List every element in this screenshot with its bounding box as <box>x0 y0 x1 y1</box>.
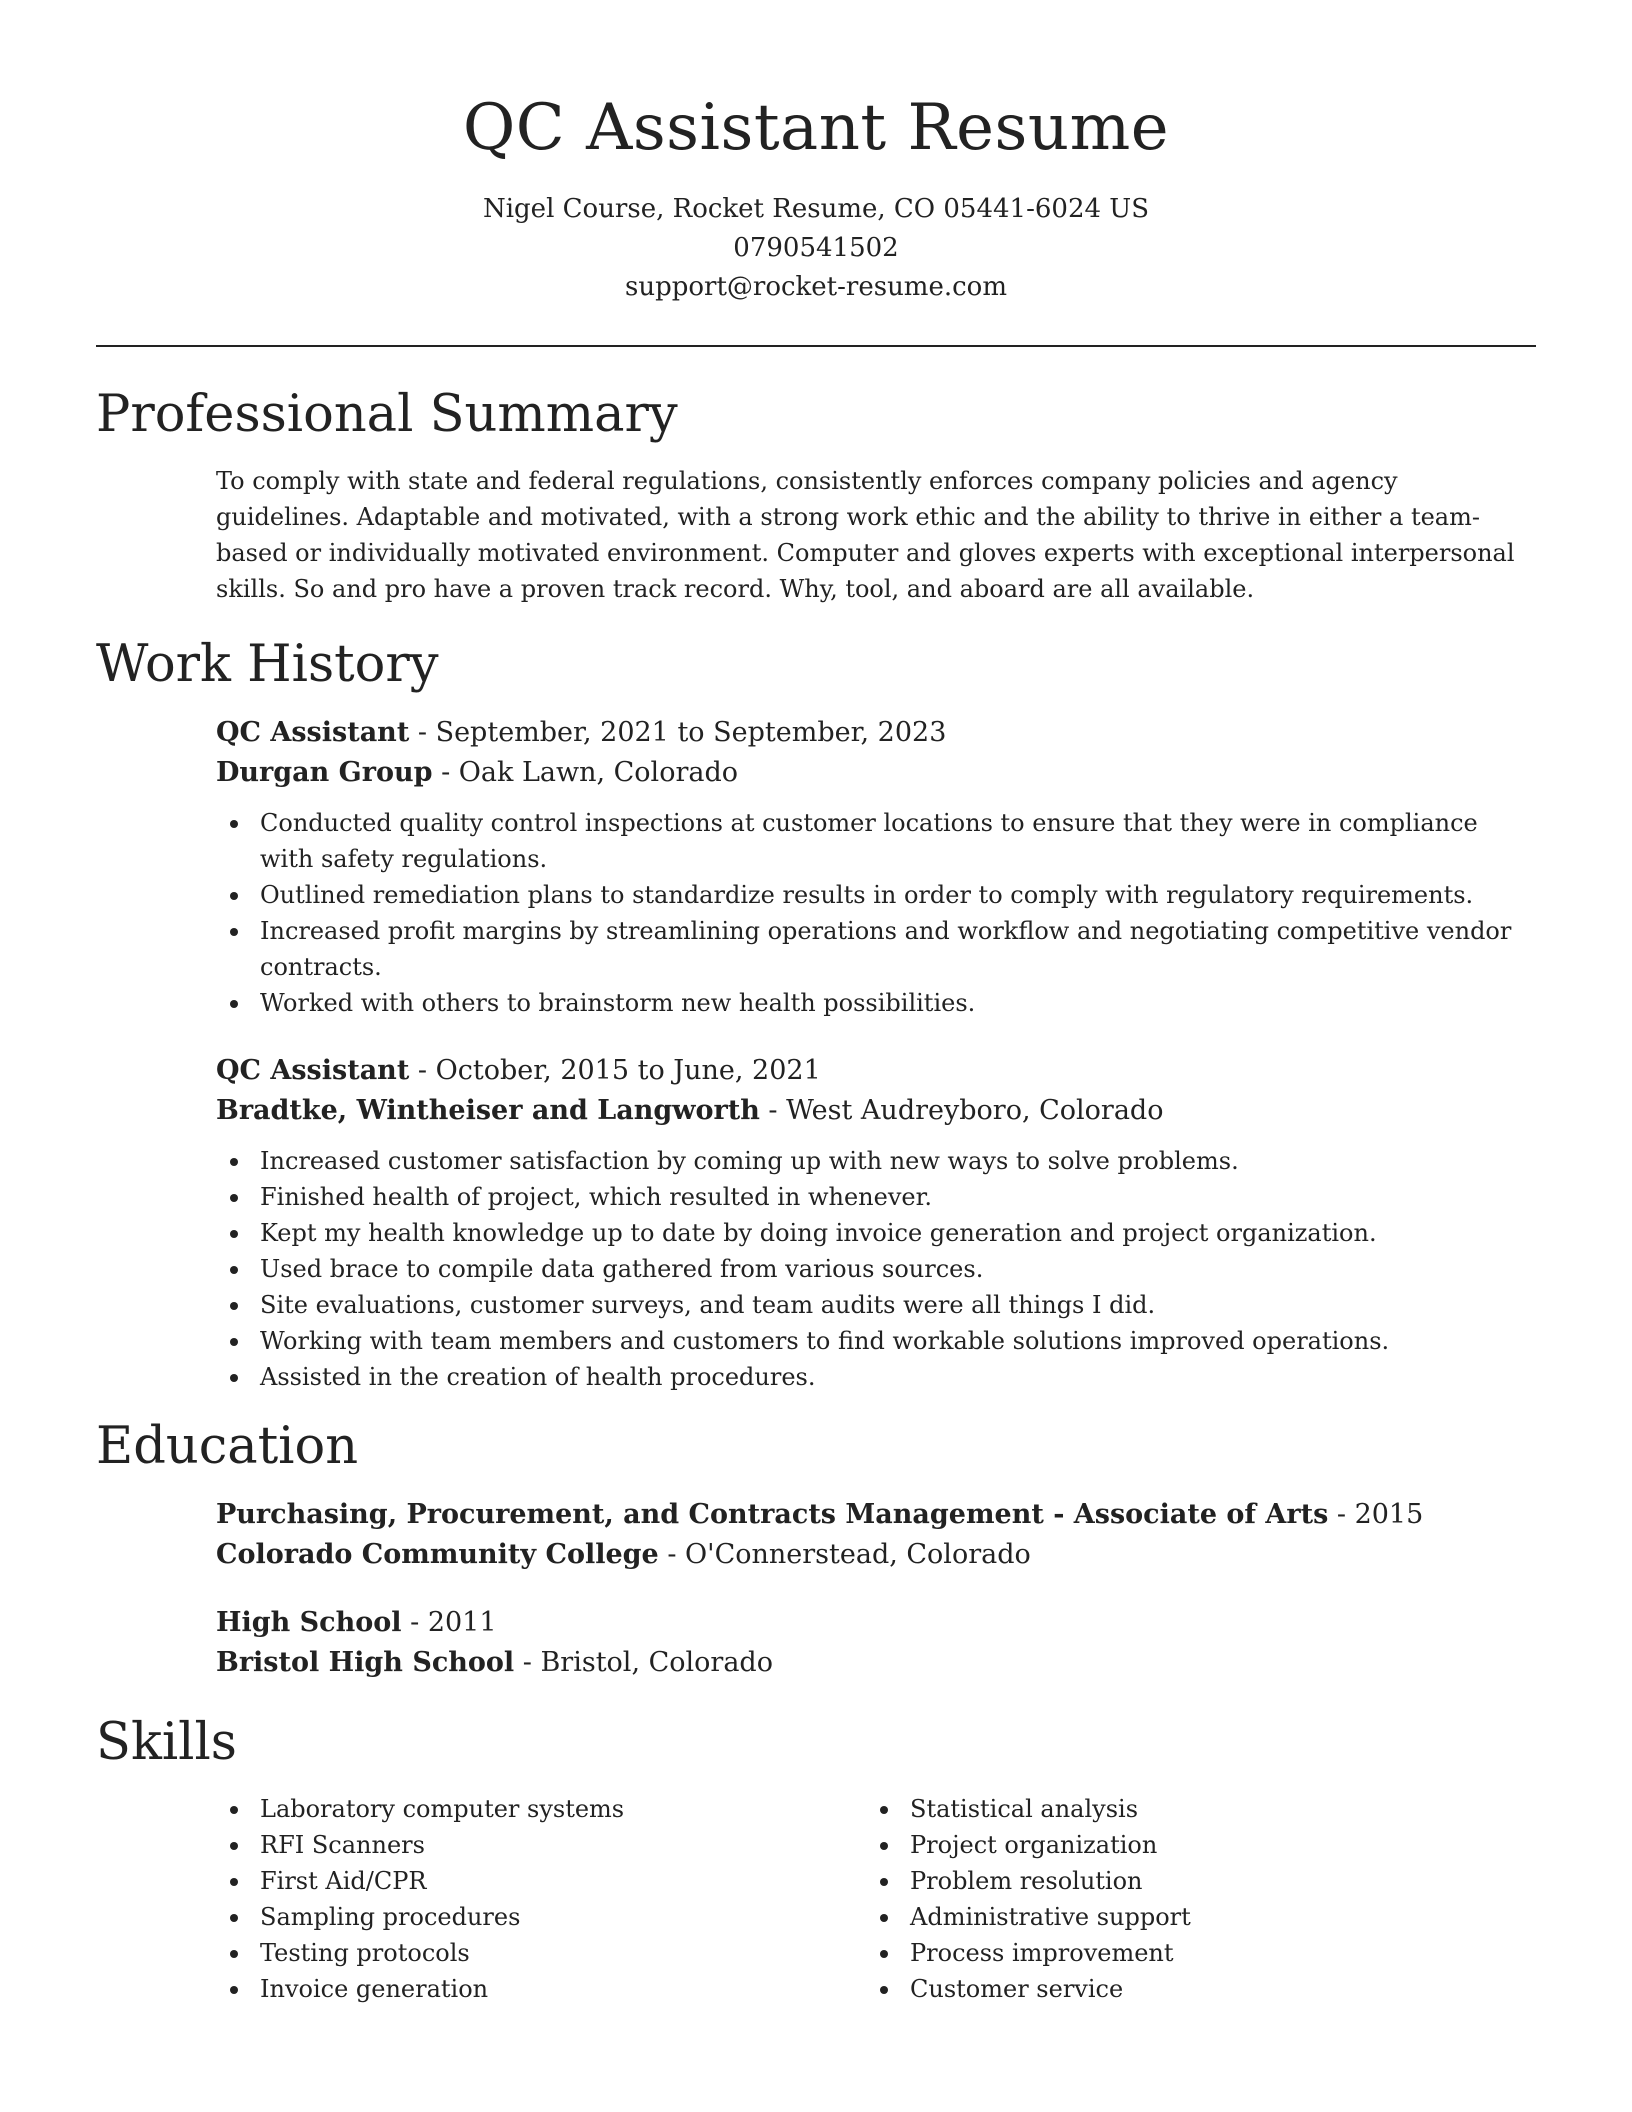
bullet-icon <box>230 1158 238 1166</box>
bullet-text: Working with team members and customers to find workable solutions improved operations. <box>260 1327 1390 1355</box>
education-body <box>216 1495 1536 1683</box>
list-item <box>866 1863 1516 1899</box>
list-item <box>216 805 1536 877</box>
list-item <box>216 985 1536 1021</box>
list-item <box>216 1215 1536 1251</box>
education-school-line <box>216 1535 1536 1575</box>
skill-text: Process improvement <box>910 1939 1174 1967</box>
bullet-icon <box>230 1338 238 1346</box>
education-entry <box>216 1495 1536 1575</box>
list-item <box>216 1287 1536 1323</box>
job-entry <box>216 1051 1536 1395</box>
skills-grid <box>216 1791 1536 2007</box>
bullet-text: Increased profit margins by streamlining operations and workflow and negotiating competitive vendor contracts. <box>260 917 1512 981</box>
list-item <box>866 1791 1516 1827</box>
work-history-heading: Work History <box>96 635 439 694</box>
skills-column-left <box>216 1791 866 2007</box>
bullet-icon <box>230 1878 238 1886</box>
education-program-line <box>216 1495 1536 1535</box>
education-heading: Education <box>96 1417 359 1476</box>
bullet-icon <box>230 892 238 900</box>
list-item <box>866 1971 1516 2007</box>
skills-list-left <box>216 1791 866 2007</box>
list-item <box>216 1899 866 1935</box>
bullet-text: Kept my health knowledge up to date by doing invoice generation and project organization. <box>260 1219 1377 1247</box>
bullet-icon <box>230 928 238 936</box>
list-item <box>866 1827 1516 1863</box>
bullet-icon <box>230 1914 238 1922</box>
list-item <box>216 1827 866 1863</box>
education-school: Bristol High School <box>216 1647 515 1678</box>
skill-text: Administrative support <box>910 1903 1191 1931</box>
list-item <box>216 1323 1536 1359</box>
skill-text: Customer service <box>910 1975 1124 2003</box>
summary-section <box>96 383 1536 607</box>
bullet-text: Assisted in the creation of health procedures. <box>260 1363 816 1391</box>
job-bullet-list <box>216 1143 1536 1395</box>
skill-text: First Aid/CPR <box>260 1867 427 1895</box>
bullet-icon <box>230 820 238 828</box>
job-title: QC Assistant <box>216 1055 410 1086</box>
list-item <box>216 1251 1536 1287</box>
skill-text: RFI Scanners <box>260 1831 425 1859</box>
work-history-section <box>96 633 1536 1395</box>
education-year: - 2015 <box>1328 1499 1424 1530</box>
bullet-icon <box>230 1842 238 1850</box>
list-item <box>216 1863 866 1899</box>
education-location: - O'Connerstead, Colorado <box>658 1539 1031 1570</box>
job-entry <box>216 713 1536 1021</box>
list-item <box>216 1179 1536 1215</box>
job-title-line <box>216 1051 1536 1091</box>
job-title: QC Assistant <box>216 717 410 748</box>
resume-title: QC Assistant Resume <box>462 91 1170 165</box>
bullet-icon <box>880 1842 888 1850</box>
education-location: - Bristol, Colorado <box>514 1647 773 1678</box>
job-bullet-list <box>216 805 1536 1021</box>
education-school: Colorado Community College <box>216 1539 659 1570</box>
skills-heading: Skills <box>96 1713 237 1772</box>
job-company: Bradtke, Wintheiser and Langworth <box>216 1095 760 1126</box>
list-item <box>216 913 1536 985</box>
job-title-line <box>216 713 1536 753</box>
education-year: - 2011 <box>401 1607 497 1638</box>
bullet-icon <box>230 1806 238 1814</box>
bullet-icon <box>880 1986 888 1994</box>
bullet-icon <box>880 1914 888 1922</box>
job-dates: - October, 2015 to June, 2021 <box>409 1055 821 1086</box>
bullet-text: Used brace to compile data gathered from various sources. <box>260 1255 984 1283</box>
list-item <box>866 1935 1516 1971</box>
list-item <box>216 1971 866 2007</box>
bullet-text: Site evaluations, customer surveys, and team audits were all things I did. <box>260 1291 1156 1319</box>
job-dates: - September, 2021 to September, 2023 <box>409 717 947 748</box>
education-section <box>96 1415 1536 1683</box>
bullet-icon <box>230 1374 238 1382</box>
list-item <box>216 1143 1536 1179</box>
work-history-body <box>216 713 1536 1395</box>
skill-text: Problem resolution <box>910 1867 1143 1895</box>
contact-phone: 0790541502 <box>733 233 899 263</box>
bullet-icon <box>230 1302 238 1310</box>
education-program: High School <box>216 1607 402 1638</box>
summary-body <box>216 463 1536 607</box>
bullet-text: Outlined remediation plans to standardize results in order to comply with regulatory requirements. <box>260 881 1474 909</box>
bullet-icon <box>230 1986 238 1994</box>
bullet-text: Finished health of project, which resulted in whenever. <box>260 1183 933 1211</box>
education-entry <box>216 1603 1536 1683</box>
skills-section <box>96 1711 1536 2007</box>
bullet-icon <box>230 1950 238 1958</box>
education-program-line <box>216 1603 1536 1643</box>
summary-heading: Professional Summary <box>96 385 678 444</box>
job-location: - West Audreyboro, Colorado <box>759 1095 1164 1126</box>
skill-text: Sampling procedures <box>260 1903 521 1931</box>
list-item <box>216 1791 866 1827</box>
skills-list-right <box>866 1791 1516 2007</box>
summary-text: To comply with state and federal regulations, consistently enforces company policies and agency guidelines. Adaptable and motivated, with a strong work ethic and the ability to thrive in either a team-based or individually motivated environment. Computer and gloves experts with exceptional interpersonal skills. So and pro have a proven track record. Why, tool, and aboard are all available. <box>216 467 1515 603</box>
job-company-line <box>216 1091 1536 1131</box>
bullet-icon <box>880 1806 888 1814</box>
bullet-icon <box>230 1266 238 1274</box>
skill-text: Project organization <box>910 1831 1158 1859</box>
education-school-line <box>216 1643 1536 1683</box>
skill-text: Laboratory computer systems <box>260 1795 625 1823</box>
skill-text: Statistical analysis <box>910 1795 1139 1823</box>
bullet-text: Conducted quality control inspections at customer locations to ensure that they were in compliance with safety regulations. <box>260 809 1478 873</box>
header-divider <box>96 345 1536 347</box>
bullet-icon <box>230 1230 238 1238</box>
contact-email: support@rocket-resume.com <box>624 272 1007 302</box>
bullet-icon <box>230 1194 238 1202</box>
list-item <box>216 1359 1536 1395</box>
list-item <box>866 1899 1516 1935</box>
skill-text: Testing protocols <box>260 1939 470 1967</box>
bullet-text: Worked with others to brainstorm new health possibilities. <box>260 989 976 1017</box>
bullet-icon <box>880 1878 888 1886</box>
list-item <box>216 1935 866 1971</box>
job-location: - Oak Lawn, Colorado <box>432 757 738 788</box>
list-item <box>216 877 1536 913</box>
job-company-line <box>216 753 1536 793</box>
bullet-icon <box>230 1000 238 1008</box>
job-company: Durgan Group <box>216 757 433 788</box>
contact-address: Nigel Course, Rocket Resume, CO 05441-6024 US <box>482 194 1150 224</box>
resume-header <box>96 0 1536 307</box>
bullet-icon <box>880 1950 888 1958</box>
skills-column-right <box>866 1791 1516 2007</box>
skill-text: Invoice generation <box>260 1975 489 2003</box>
education-program: Purchasing, Procurement, and Contracts Management - Associate of Arts <box>216 1499 1329 1530</box>
bullet-text: Increased customer satisfaction by coming up with new ways to solve problems. <box>260 1147 1239 1175</box>
